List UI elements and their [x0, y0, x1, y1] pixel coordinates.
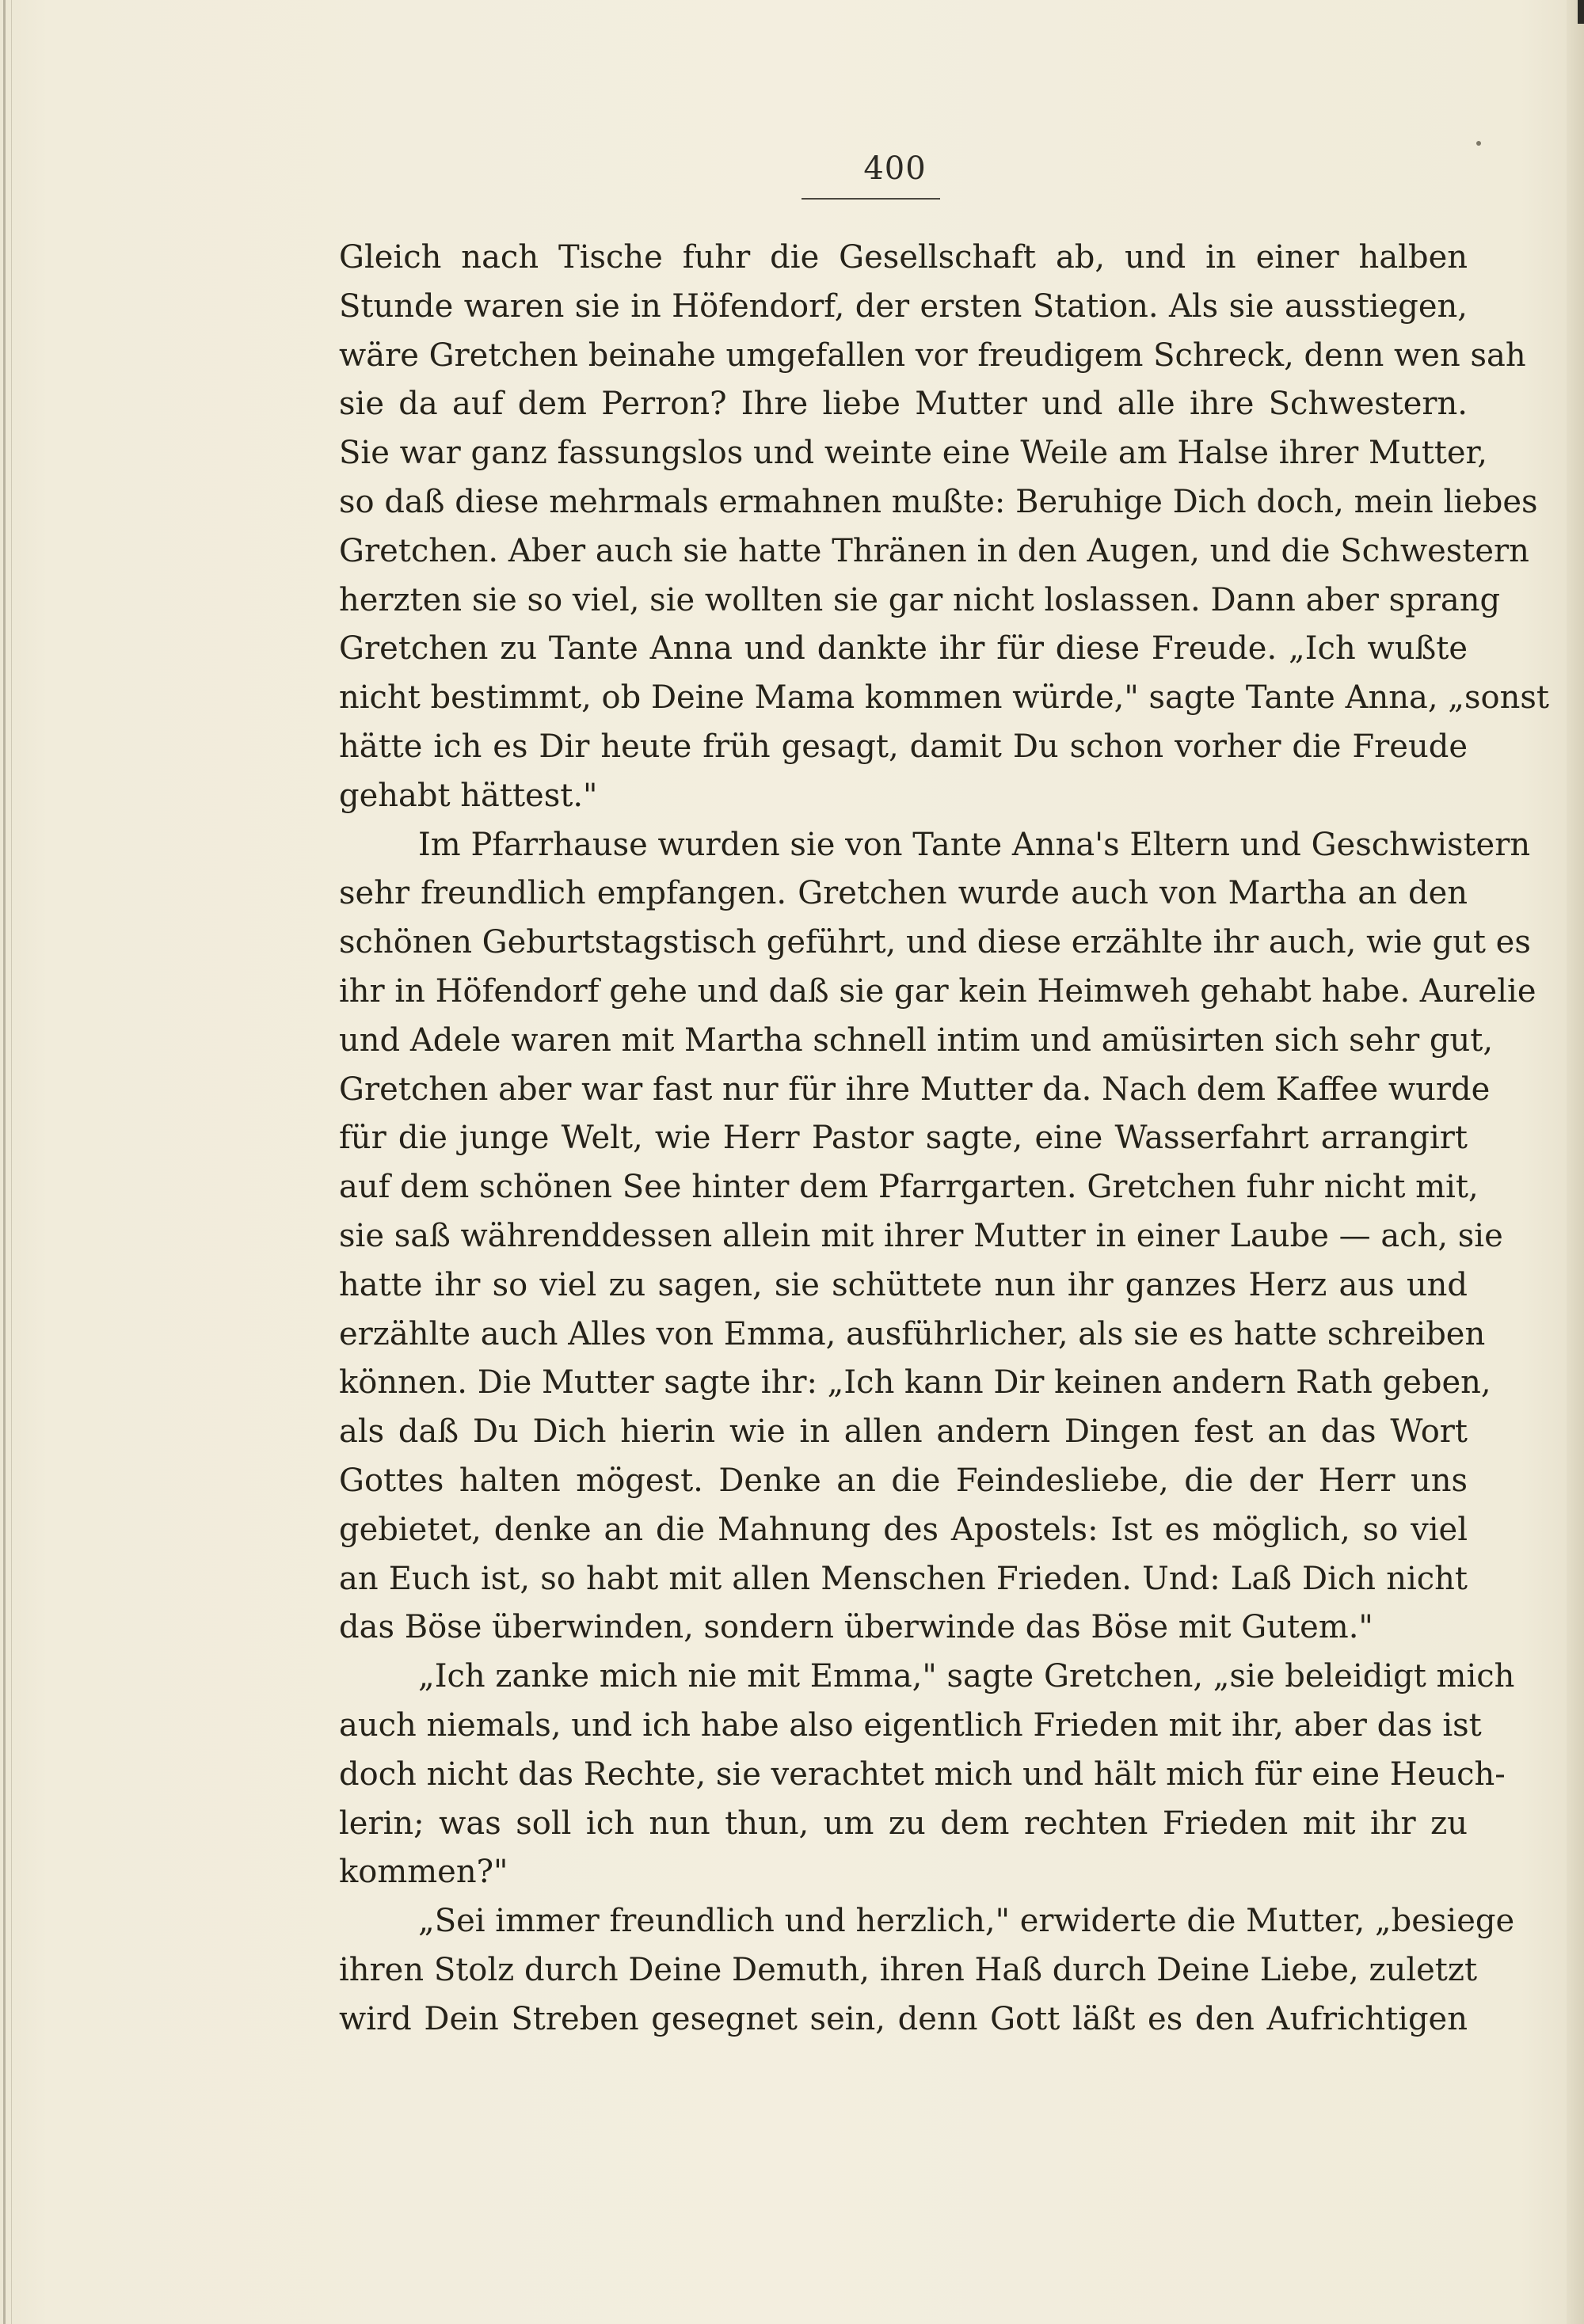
scan-corner-shadow	[1578, 0, 1584, 24]
text-line-37: wird Dein Streben gesegnet sein, denn Gott läßt es den Aufrichtigen	[339, 2000, 1468, 2037]
text-line-24: können. Die Mutter sagte ihr: „Ich kann Dir keinen andern Rath geben,	[339, 1364, 1491, 1402]
text-line-7: Gretchen. Aber auch sie hatte Thränen in den Augen, und die Schwestern	[339, 532, 1529, 569]
text-line-11: hätte ich es Dir heute früh gesagt, damit Du schon vorher die Freude	[339, 728, 1468, 765]
text-line-3: wäre Gretchen beinahe umgefallen vor freudigem Schreck, denn wen sah	[339, 337, 1526, 374]
text-line-33: lerin; was soll ich nun thun, um zu dem rechten Frieden mit ihr zu	[339, 1805, 1468, 1842]
text-line-17: und Adele waren mit Martha schnell intim und amüsirten sich sehr gut,	[339, 1021, 1494, 1059]
page-number: 400	[863, 150, 927, 187]
body-text	[339, 234, 1549, 2044]
text-line-26: Gottes halten mögest. Denke an die Feindesliebe, die der Herr uns	[339, 1462, 1468, 1499]
text-line-36: ihren Stolz durch Deine Demuth, ihren Haß durch Deine Liebe, zuletzt	[339, 1951, 1478, 1988]
text-line-18: Gretchen aber war fast nur für ihre Mutter da. Nach dem Kaffee wurde	[339, 1071, 1491, 1108]
text-line-14: sehr freundlich empfangen. Gretchen wurde auch von Martha an den	[339, 875, 1468, 912]
text-line-1: Gleich nach Tische fuhr die Gesellschaft ab, und in einer halben	[339, 239, 1468, 276]
text-line-22: hatte ihr so viel zu sagen, sie schüttete nun ihr ganzes Herz aus und	[339, 1266, 1468, 1303]
text-line-8: herzten sie so viel, sie wollten sie gar nicht loslassen. Dann aber sprang	[339, 581, 1501, 618]
text-line-9: Gretchen zu Tante Anna und dankte ihr für diese Freude. „Ich wußte	[339, 630, 1468, 668]
text-line-5: Sie war ganz fassungslos und weinte eine Weile am Halse ihrer Mutter,	[339, 435, 1487, 472]
text-line-30: „Ich zanke mich nie mit Emma," sagte Gretchen, „sie beleidigt mich	[418, 1658, 1515, 1695]
page-number-rule	[802, 198, 940, 200]
text-line-19: für die junge Welt, wie Herr Pastor sagte, eine Wasserfahrt arrangirt	[339, 1120, 1468, 1157]
text-line-12: gehabt hättest."	[339, 777, 598, 814]
text-line-21: sie saß währenddessen allein mit ihrer Mutter in einer Laube — ach, sie	[339, 1217, 1503, 1254]
text-line-35: „Sei immer freundlich und herzlich," erwiderte die Mutter, „besiege	[418, 1903, 1515, 1940]
text-line-13: Im Pfarrhause wurden sie von Tante Anna's Eltern und Geschwistern	[418, 826, 1531, 863]
text-line-34: kommen?"	[339, 1854, 508, 1891]
text-line-10: nicht bestimmt, ob Deine Mama kommen würde," sagte Tante Anna, „sonst	[339, 679, 1549, 717]
page-gutter-edge	[3, 0, 6, 2324]
text-line-16: ihr in Höfendorf gehe und daß sie gar kein Heimweh gehabt habe. Aurelie	[339, 972, 1536, 1010]
text-line-6: so daß diese mehrmals ermahnen mußte: Beruhige Dich doch, mein liebes	[339, 483, 1538, 520]
page-right-edge	[1567, 0, 1584, 2324]
paper-speck	[1476, 141, 1481, 146]
text-line-20: auf dem schönen See hinter dem Pfarrgarten. Gretchen fuhr nicht mit,	[339, 1169, 1479, 1206]
text-line-29: das Böse überwinden, sondern überwinde das Böse mit Gutem."	[339, 1609, 1373, 1646]
text-line-4: sie da auf dem Perron? Ihre liebe Mutter und alle ihre Schwestern.	[339, 386, 1468, 423]
text-line-15: schönen Geburtstagstisch geführt, und diese erzählte ihr auch, wie gut es	[339, 924, 1531, 961]
text-line-25: als daß Du Dich hierin wie in allen andern Dingen fest an das Wort	[339, 1413, 1468, 1451]
page-gutter-line	[11, 0, 12, 2324]
text-line-27: gebietet, denke an die Mahnung des Apostels: Ist es möglich, so viel	[339, 1511, 1468, 1548]
text-line-31: auch niemals, und ich habe also eigentlich Frieden mit ihr, aber das ist	[339, 1706, 1482, 1744]
text-line-23: erzählte auch Alles von Emma, ausführlicher, als sie es hatte schreiben	[339, 1315, 1486, 1352]
text-line-28: an Euch ist, so habt mit allen Menschen Frieden. Und: Laß Dich nicht	[339, 1560, 1468, 1597]
text-line-2: Stunde waren sie in Höfendorf, der ersten Station. Als sie ausstiegen,	[339, 287, 1468, 325]
text-line-32: doch nicht das Rechte, sie verachtet mich und hält mich für eine Heuch-	[339, 1755, 1506, 1793]
